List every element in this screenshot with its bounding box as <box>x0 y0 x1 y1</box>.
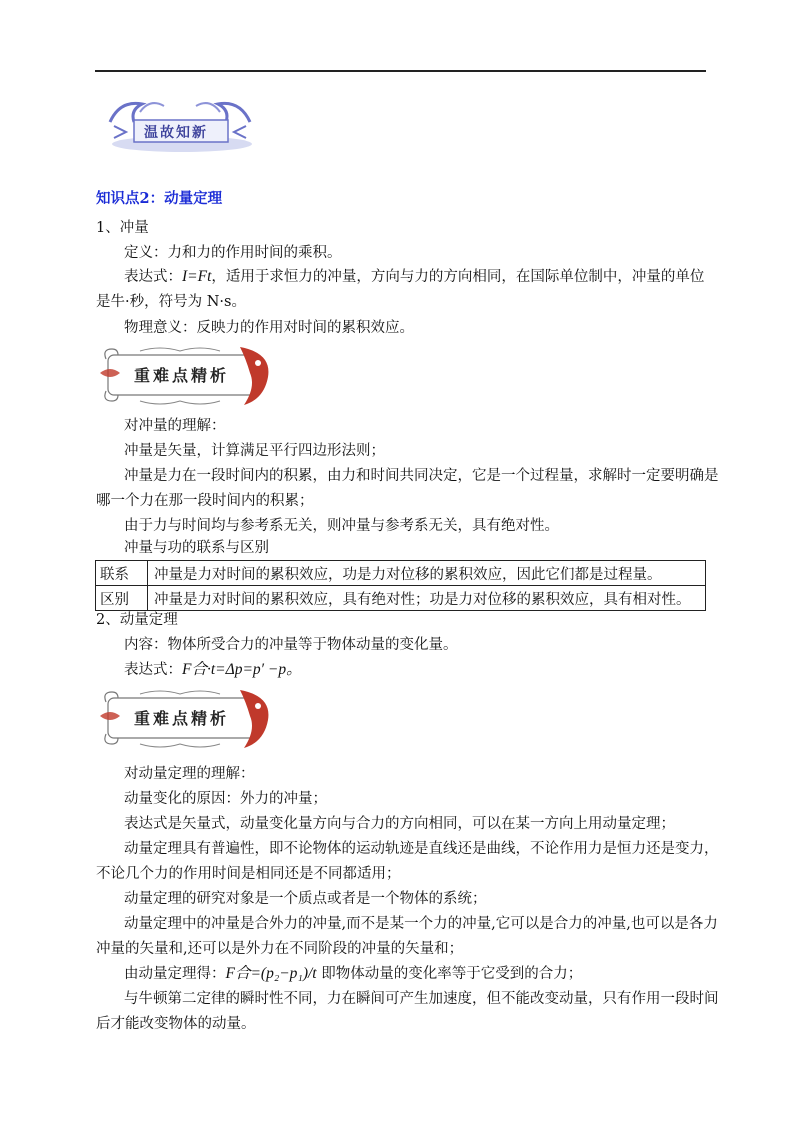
table-row <box>96 561 706 586</box>
theorem-expr-prefix: 表达式： <box>124 662 182 678</box>
review-banner <box>100 92 260 158</box>
table-row <box>96 586 706 611</box>
theorem-analysis-q6 <box>124 964 582 984</box>
theorem-analysis-q1: 动量变化的原因：外力的冲量； <box>124 791 327 807</box>
impulse-definition: 定义：力和力的作用时间的乘积。 <box>124 245 342 261</box>
impulse-expression-cont: 是牛·秒，符号为 N·s。 <box>96 294 246 310</box>
impulse-meaning: 物理意义：反映力的作用对时间的累积效应。 <box>124 320 414 336</box>
key-point-banner-2-text: 重难点精析 <box>134 709 230 728</box>
theorem-heading: 2、动量定理 <box>96 612 178 628</box>
impulse-analysis-p1: 冲量是矢量，计算满足平行四边形法则； <box>124 443 385 459</box>
theorem-expression <box>124 660 302 680</box>
impulse-analysis-p2: 冲量是力在一段时间内的积累，由力和时间共同决定，它是一个过程量，求解时一定要明确是 <box>124 468 719 484</box>
theorem-q6-prefix: 由动量定理得： <box>124 966 226 982</box>
top-rule <box>95 70 706 72</box>
impulse-work-comparison-table <box>95 560 706 611</box>
theorem-q6-rest: 即物体动量的变化率等于它受到的合力； <box>316 966 583 982</box>
table-cell-value: 冲量是力对时间的累积效应，功是力对位移的累积效应，因此它们都是过程量。 <box>148 561 706 586</box>
impulse-formula: I=Ft <box>182 268 212 285</box>
theorem-content: 内容：物体所受合力的冲量等于物体动量的变化量。 <box>124 637 458 653</box>
impulse-expr-rest: ，适用于求恒力的冲量，方向与力的方向相同，在国际单位制中，冲量的单位 <box>211 269 705 285</box>
impulse-expr-prefix: 表达式： <box>124 269 182 285</box>
impulse-heading: 1、冲量 <box>96 220 149 236</box>
theorem-formula: F合·t=Δp=p′ −p。 <box>182 661 302 678</box>
key-point-banner-1-text: 重难点精析 <box>134 366 230 385</box>
section-title: 知识点2：动量定理 <box>96 190 223 207</box>
theorem-analysis-q7-cont: 后才能改变物体的动量。 <box>96 1016 256 1032</box>
impulse-expression <box>124 267 704 287</box>
impulse-analysis-p4: 冲量与功的联系与区别 <box>124 540 269 556</box>
impulse-analysis-p2-cont: 哪一个力在那一段时间内的积累； <box>96 493 314 509</box>
impulse-analysis-p3: 由于力与时间均与参考系无关，则冲量与参考系无关，具有绝对性。 <box>124 518 559 534</box>
theorem-analysis-q3-cont: 不论几个力的作用时间是相同还是不同都适用； <box>96 866 401 882</box>
theorem-analysis-q5: 动量定理中的冲量是合外力的冲量,而不是某一个力的冲量,它可以是合力的冲量,也可以是各力 <box>124 916 718 932</box>
theorem-analysis-q4: 动量定理的研究对象是一个质点或者是一个物体的系统； <box>124 891 487 907</box>
table-cell-value: 冲量是力对时间的累积效应，具有绝对性；功是力对位移的累积效应，具有相对性。 <box>148 586 706 611</box>
theorem-analysis-intro: 对动量定理的理解： <box>124 766 255 782</box>
impulse-analysis-intro: 对冲量的理解： <box>124 418 226 434</box>
theorem-analysis-q7: 与牛顿第二定律的瞬时性不同，力在瞬间可产生加速度，但不能改变动量，只有作用一段时间 <box>124 991 719 1007</box>
theorem-analysis-q2: 表达式是矢量式，动量变化量方向与合力的方向相同，可以在某一方向上用动量定理； <box>124 816 675 832</box>
review-banner-text: 温故知新 <box>144 125 208 141</box>
theorem-q6-formula: F合=(p₂−p₁)/t <box>225 965 317 982</box>
table-cell-key: 联系 <box>96 561 148 586</box>
key-point-banner-2 <box>100 686 275 752</box>
theorem-analysis-q5-cont: 冲量的矢量和,还可以是外力在不同阶段的冲量的矢量和； <box>96 941 464 957</box>
key-point-banner-1 <box>100 343 275 409</box>
table-cell-key: 区别 <box>96 586 148 611</box>
theorem-analysis-q3: 动量定理具有普遍性，即不论物体的运动轨迹是直线还是曲线，不论作用力是恒力还是变力， <box>124 841 719 857</box>
